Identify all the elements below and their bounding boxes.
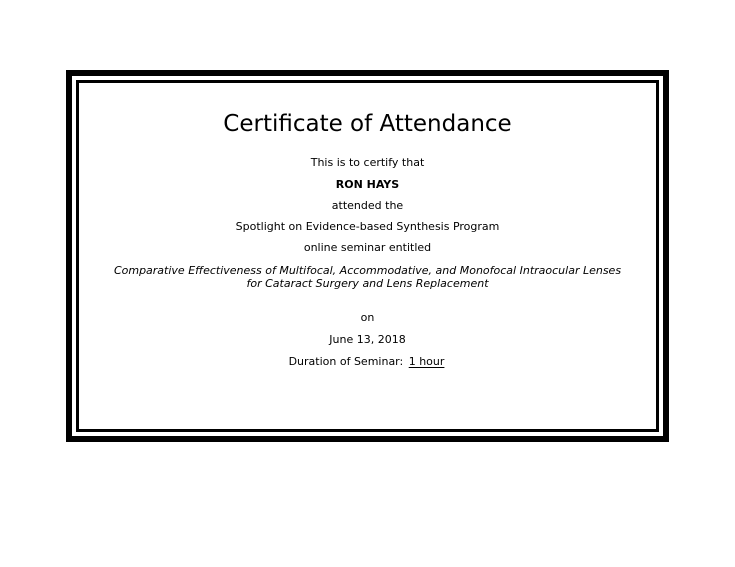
seminar-topic [89,264,646,290]
certificate-border-gap [72,76,663,436]
seminar-text: online seminar entitled [303,241,432,254]
certify-text: This is to certify that [310,156,425,169]
duration-row [79,355,656,369]
attendee-name: RON HAYS [335,178,400,191]
program-name: Spotlight on Evidence-based Synthesis Program [235,220,500,233]
certificate-outer-border [66,70,669,442]
certificate-title: Certificate of Attendance [223,111,512,137]
attended-text: attended the [331,199,404,212]
seminar-topic-line-1: Comparative Effectiveness of Multifocal, Accommodative, and Monofocal Intraocular Lenses [113,264,622,277]
seminar-topic-line-2: for Cataract Surgery and Lens Replacement [246,277,489,290]
duration-label: Duration of Seminar: [288,355,404,368]
seminar-date: June 13, 2018 [329,333,406,346]
certificate-inner-border [76,80,659,432]
duration-value: 1 hour [408,355,445,368]
on-text: on [360,311,375,324]
